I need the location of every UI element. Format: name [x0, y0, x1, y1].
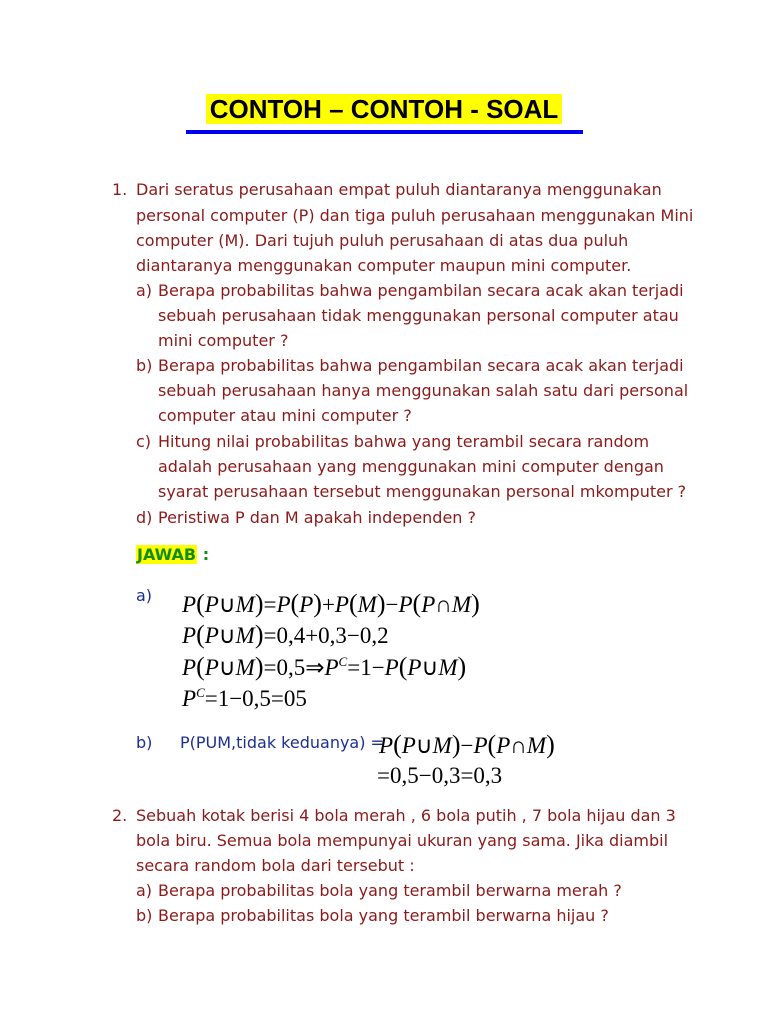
sub-question-text: Berapa probabilitas bola yang terambil berwarna merah ? [158, 881, 622, 900]
answer-b-prefix: P(PUM,tidak keduanya) = [180, 733, 384, 752]
sub-question-text: Hitung nilai probabilitas bahwa yang terambil secara random [158, 432, 650, 451]
equation-line: P(P∪M)−P(P∩M) [379, 730, 555, 759]
page-title: CONTOH – CONTOH - SOAL [206, 94, 563, 124]
sub-question-text: Berapa probabilitas bola yang terambil berwarna hijau ? [158, 906, 609, 925]
sub-question-label: a) [136, 281, 153, 300]
question-text-line: personal computer (P) dan tiga puluh perusahaan menggunakan Mini [136, 206, 694, 225]
equation-line: P(P∪M)=P(P)+P(M)−P(P∩M) [182, 589, 480, 618]
question-text-line: diantaranya menggunakan computer maupun mini computer. [136, 256, 632, 275]
sub-question-text: Berapa probabilitas bahwa pengambilan secara acak akan terjadi [158, 356, 684, 375]
answer-heading-colon: : [202, 545, 210, 564]
sub-question-text: sebuah perusahaan hanya menggunakan salah satu dari personal [158, 381, 689, 400]
question-text-line: bola biru. Semua bola mempunyai ukuran yang sama. Jika diambil [136, 831, 669, 850]
sub-question-text: syarat perusahaan tersebut menggunakan personal mkomputer ? [158, 482, 687, 501]
answer-b-label: b) [136, 733, 153, 752]
sub-question-label: c) [136, 432, 152, 451]
sub-question-label: b) [136, 906, 153, 925]
title-underline [186, 130, 583, 134]
sub-question-label: b) [136, 356, 153, 375]
question-text-line: computer (M). Dari tujuh puluh perusahaan di atas dua puluh [136, 231, 629, 250]
equation-line: P(P∪M)=0,4+0,3−0,2 [182, 620, 389, 649]
question-text-line: secara random bola dari tersebut : [136, 856, 415, 875]
equation-line: =0,5−0,3=0,3 [377, 763, 503, 788]
question-text-line: Dari seratus perusahaan empat puluh diantaranya menggunakan [136, 180, 662, 199]
sub-question-text: sebuah perusahaan tidak menggunakan personal computer atau [158, 306, 679, 325]
question-number: 1. [112, 180, 128, 199]
answer-heading [136, 544, 209, 566]
answer-heading-label: JAWAB [137, 545, 197, 564]
page-title-wrap [0, 94, 768, 124]
equation-line: $P^C=1-0,5=05$ [182, 685, 307, 711]
sub-question-label: a) [136, 881, 153, 900]
sub-question-text: Peristiwa P dan M apakah independen ? [158, 508, 477, 527]
answer-a-label: a) [136, 586, 153, 605]
sub-question-text: computer atau mini computer ? [158, 406, 412, 425]
sub-question-text: adalah perusahaan yang menggunakan mini computer dengan [158, 457, 664, 476]
sub-question-label: d) [136, 508, 153, 527]
sub-question-text: mini computer ? [158, 331, 289, 350]
question-number: 2. [112, 806, 128, 825]
sub-question-text: Berapa probabilitas bahwa pengambilan secara acak akan terjadi [158, 281, 684, 300]
question-text-line: Sebuah kotak berisi 4 bola merah , 6 bola putih , 7 bola hijau dan 3 [136, 806, 676, 825]
equation-line: $P(P\cup M)=0,5\Rightarrow P^C=1-P(P\cup M)$ [182, 652, 467, 681]
